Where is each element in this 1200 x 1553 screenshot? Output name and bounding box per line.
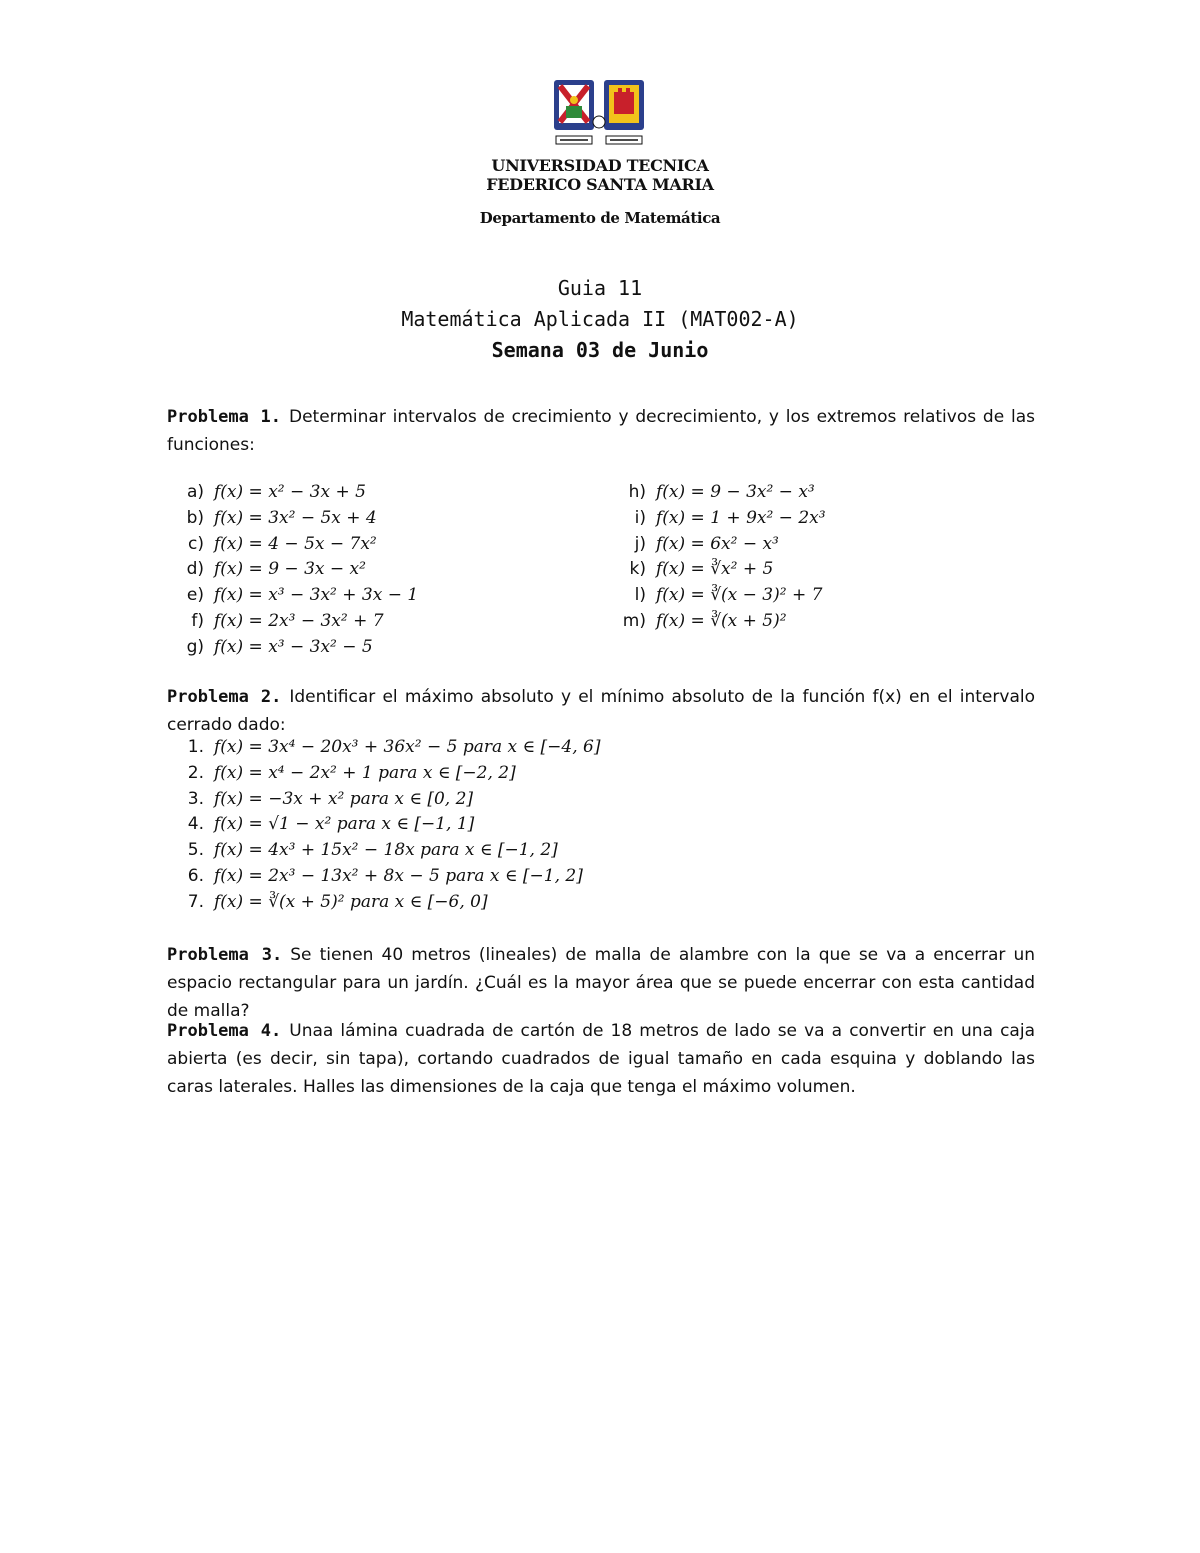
problem-3-label: Problema 3. — [167, 945, 283, 965]
list-item — [160, 532, 418, 558]
list-item — [160, 635, 418, 661]
list-item — [160, 609, 418, 635]
item-label: b) — [186, 507, 204, 528]
item-label: a) — [186, 482, 204, 502]
problem-4-statement — [167, 1017, 1035, 1101]
item-label: 4. — [187, 814, 204, 835]
item-label: 1. — [187, 737, 204, 757]
list-item — [602, 609, 826, 635]
item-expression: f(x) = 1 + 9x² − 2x³ — [656, 507, 826, 528]
item-label: 6. — [187, 865, 204, 886]
item-expression: f(x) = −3x + x² para x ∈ [0, 2] — [214, 788, 474, 809]
list-item — [160, 557, 418, 583]
item-label: g) — [186, 636, 204, 657]
item-label: 3. — [187, 788, 204, 809]
problem-2-label: Problema 2. — [167, 687, 282, 707]
item-label: j) — [634, 533, 646, 554]
problem-4-label: Problema 4. — [167, 1021, 282, 1041]
problem-4-text: Unaa lámina cuadrada de cartón de 18 metros de lado se va a convertir en una caja abierta (es decir, sin tapa), cortando cuadrados de igual tamaño en cada esquina y doblando las caras laterales. Halles las dimensiones de la caja que tenga el máximo volumen. — [167, 1021, 1035, 1097]
item-label: 5. — [187, 840, 204, 861]
list-item — [160, 735, 600, 761]
list-item — [160, 761, 600, 787]
list-item — [160, 583, 418, 609]
list-item — [160, 864, 600, 890]
guide-title: Guia 11 — [557, 276, 643, 300]
item-label: i) — [634, 507, 646, 528]
item-expression: f(x) = 2x³ − 13x² + 8x − 5 para x ∈ [−1, 2] — [214, 865, 583, 886]
item-expression: f(x) = x³ − 3x² + 3x − 1 — [214, 585, 419, 606]
problem-1-statement — [167, 403, 1035, 459]
item-expression: f(x) = ∛x² + 5 — [656, 559, 774, 580]
list-item — [160, 787, 600, 813]
problem-3-text: Se tienen 40 metros (lineales) de malla de alambre con la que se va a encerrar un espacio rectangular para un jardín. ¿Cuál es la mayor área que se puede encerrar con esta cantidad de malla? — [167, 945, 1035, 1021]
list-item — [160, 890, 600, 916]
item-expression: f(x) = 6x² − x³ — [656, 533, 779, 554]
list-item — [160, 812, 600, 838]
list-item — [602, 583, 826, 609]
item-expression: f(x) = ∛(x + 5)² — [656, 610, 787, 631]
problem-1-list-left — [160, 480, 418, 661]
item-label: m) — [622, 610, 646, 631]
item-label: h) — [628, 482, 646, 502]
university-name-line2: FEDERICO SANTA MARIA — [486, 175, 714, 194]
week-title: Semana 03 de Junio — [491, 338, 709, 362]
list-item — [602, 480, 826, 506]
item-expression: f(x) = 4 − 5x − 7x² — [214, 533, 377, 554]
item-expression: f(x) = x³ − 3x² − 5 — [214, 636, 373, 657]
item-label: c) — [188, 533, 204, 554]
list-item — [602, 506, 826, 532]
problem-1-text: Determinar intervalos de crecimiento y decrecimiento, y los extremos relativos de las funciones: — [167, 407, 1035, 455]
list-item — [160, 480, 418, 506]
item-label: f) — [191, 610, 204, 631]
item-expression: f(x) = x⁴ − 2x² + 1 para x ∈ [−2, 2] — [214, 762, 516, 783]
item-label: 7. — [187, 891, 204, 912]
item-label: d) — [186, 559, 204, 580]
problem-1-list-right — [602, 480, 826, 635]
item-label: e) — [186, 585, 204, 606]
item-expression: f(x) = x² − 3x + 5 — [214, 482, 366, 502]
item-expression: f(x) = 9 − 3x − x² — [214, 559, 366, 580]
list-item — [602, 557, 826, 583]
problem-2-text: Identificar el máximo absoluto y el mínimo absoluto de la función f(x) en el intervalo cerrado dado: — [167, 687, 1035, 735]
item-expression: f(x) = 2x³ − 3x² + 7 — [214, 610, 384, 631]
course-title: Matemática Aplicada II (MAT002-A) — [401, 307, 799, 331]
item-expression: f(x) = √1 − x² para x ∈ [−1, 1] — [214, 814, 475, 835]
list-item — [160, 506, 418, 532]
item-label: l) — [634, 585, 646, 606]
item-label: k) — [629, 559, 646, 580]
list-item — [602, 532, 826, 558]
problem-2-list — [160, 735, 600, 916]
item-expression: f(x) = 9 − 3x² − x³ — [656, 482, 815, 502]
item-expression: f(x) = 3x² − 5x + 4 — [214, 507, 377, 528]
department-name: Departamento de Matemática — [479, 209, 721, 227]
item-expression: f(x) = 4x³ + 15x² − 18x para x ∈ [−1, 2] — [214, 840, 558, 861]
list-item — [160, 838, 600, 864]
problem-3-statement — [167, 941, 1035, 1025]
problem-1-label: Problema 1. — [167, 407, 281, 427]
university-crest-logo — [548, 78, 652, 148]
problem-2-statement — [167, 683, 1035, 739]
item-label: 2. — [187, 762, 204, 783]
item-expression: f(x) = 3x⁴ − 20x³ + 36x² − 5 para x ∈ [−4, 6] — [214, 737, 601, 757]
item-expression: f(x) = ∛(x − 3)² + 7 — [656, 585, 823, 606]
university-name-line1: UNIVERSIDAD TECNICA — [491, 156, 709, 175]
item-expression: f(x) = ∛(x + 5)² para x ∈ [−6, 0] — [214, 891, 488, 912]
